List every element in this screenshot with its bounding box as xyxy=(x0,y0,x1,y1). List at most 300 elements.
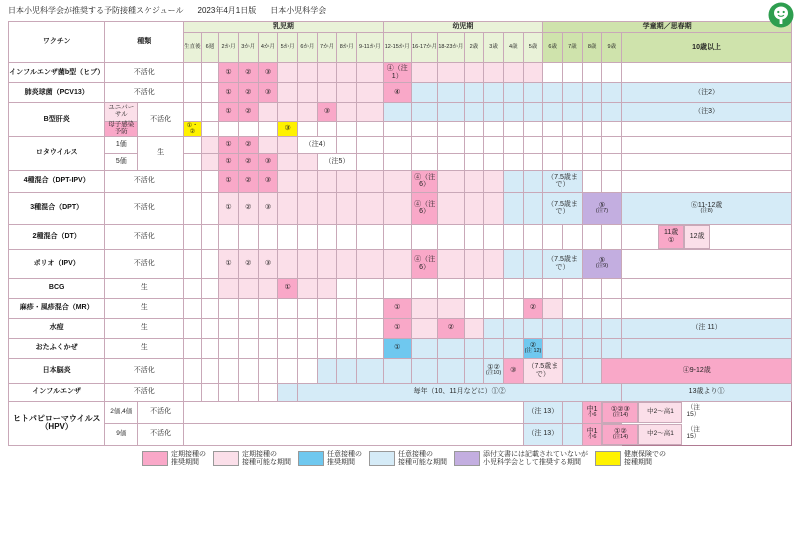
tick-2y: 2歳 xyxy=(464,33,484,63)
cell-rota5-18to23m xyxy=(438,153,464,170)
vaccine-name-hib: インフルエンザ菌b型（ヒブ） xyxy=(9,63,105,83)
cell-flu-3m xyxy=(238,383,258,401)
vaccine-name-hpv: ヒトパピローマウイルス（HPV） xyxy=(9,401,105,445)
cell-bcg-6m xyxy=(298,278,318,298)
cell-hib-5m xyxy=(278,63,298,83)
cell-hepbu-10plus: （注3） xyxy=(622,103,792,122)
cell-bcg-7y xyxy=(563,278,583,298)
cell-rota1-2y xyxy=(464,136,484,153)
hpv24-doses: ①②③ xyxy=(611,405,630,413)
cell-var-10plus: （注 11） xyxy=(622,318,792,338)
cell-flu-2m xyxy=(219,383,239,401)
cell-dt-16to17m xyxy=(411,224,437,249)
cell-mr-2m xyxy=(219,298,239,318)
legend-line2: 小児科学会として推奨する期間 xyxy=(483,458,581,466)
hpv9-grade-range: 中2～高1 xyxy=(638,424,682,445)
vaccine-name-varicella: 水痘 xyxy=(9,318,105,338)
cell-rota1-10plus xyxy=(622,136,792,153)
vaccine-kind-mr: 生 xyxy=(105,298,184,318)
cell-dt-6y xyxy=(543,224,563,249)
cell-rota1-5m xyxy=(278,136,298,153)
cell-var-8y xyxy=(582,318,602,338)
vaccine-name-pcv13: 肺炎球菌（PCV13） xyxy=(9,83,105,103)
cell-rota5-4y xyxy=(503,153,523,170)
vaccine-name-rotavirus: ロタウイルス xyxy=(9,136,105,170)
cell-rota5-3y xyxy=(484,153,504,170)
cell-dptipv-10plus xyxy=(622,170,792,192)
cell-rota5-5y xyxy=(523,153,543,170)
legend-line2: 接種可能な期間 xyxy=(398,458,447,466)
cell-dptipv-3y xyxy=(484,170,504,192)
cell-dt-8y xyxy=(582,224,602,249)
cell-hepbm-4m xyxy=(258,122,278,137)
cell-rota5-5m xyxy=(278,153,298,170)
tick-7m: 7か月 xyxy=(317,33,337,63)
cell-mumps-6y xyxy=(543,338,563,358)
vaccine-kind-rotavirus: 生 xyxy=(138,136,184,170)
cell-dt-18to23m xyxy=(438,224,464,249)
cell-rota5-4m: ③ xyxy=(258,153,278,170)
cell-bcg-16to17m xyxy=(411,278,437,298)
cell-je-8m xyxy=(337,358,357,383)
cell-dt-7m xyxy=(317,224,337,249)
cell-pcv13-8m xyxy=(337,83,357,103)
cell-rota1-3m: ② xyxy=(238,136,258,153)
cell-mumps-birth xyxy=(184,338,202,358)
hpv9-grade-mid1: 中1 xyxy=(586,427,598,435)
cell-hepbm-7m xyxy=(317,122,337,137)
legend-item-routine-possible xyxy=(213,451,291,467)
cell-dpt-birth xyxy=(184,192,202,224)
cell-var-3m xyxy=(238,318,258,338)
cell-flu-6w xyxy=(201,383,219,401)
cell-dt-12to15m xyxy=(383,224,411,249)
cell-rota5-birth xyxy=(184,153,202,170)
cell-bcg-6w xyxy=(201,278,219,298)
cell-hpv24-note13: （注 13） xyxy=(523,401,562,423)
cell-je-birth xyxy=(184,358,202,383)
table-row-varicella xyxy=(9,318,792,338)
vaccine-name-ipv: ポリオ（IPV） xyxy=(9,249,105,278)
legend-item-optional-recommended xyxy=(298,451,362,467)
table-row-bcg xyxy=(9,278,792,298)
cell-pcv13-3m: ② xyxy=(238,83,258,103)
cell-hepbm-6y xyxy=(543,122,563,137)
cell-hepbm-16to17m xyxy=(411,122,437,137)
cell-pcv13-6y xyxy=(543,83,563,103)
cell-mr-9to11m xyxy=(357,298,383,318)
cell-mr-12to15m: ① xyxy=(383,298,411,318)
cell-var-2y xyxy=(464,318,484,338)
cell-hepbu-2m: ① xyxy=(219,103,239,122)
cell-rota5-2y xyxy=(464,153,484,170)
cell-ipv-limit: （7.5歳まで） xyxy=(543,249,582,278)
dt-dose1-label: ① xyxy=(668,236,675,244)
hpv9-note15: （注15） xyxy=(682,424,700,445)
tick-5y: 5歳 xyxy=(523,33,543,63)
cell-mr-6m xyxy=(298,298,318,318)
cell-mr-5y: ② xyxy=(523,298,543,318)
cell-dptipv-16to17m: ④（注6） xyxy=(411,170,437,192)
col-header-kind: 種類 xyxy=(105,22,184,63)
cell-ipv-birth xyxy=(184,249,202,278)
cell-rota1-4m xyxy=(258,136,278,153)
cell-rota5-note: （注5） xyxy=(317,153,356,170)
cell-rota1-9y xyxy=(602,136,622,153)
tick-8y: 8歳 xyxy=(582,33,602,63)
cell-hepbm-6w xyxy=(201,122,219,137)
cell-mr-8y xyxy=(582,298,602,318)
cell-hib-9to11m xyxy=(357,63,383,83)
cell-pcv13-9y xyxy=(602,83,622,103)
cell-ipv-4m: ③ xyxy=(258,249,278,278)
cell-pcv13-8y xyxy=(582,83,602,103)
cell-bcg-2m xyxy=(219,278,239,298)
cell-je-2y xyxy=(464,358,484,383)
cell-dpt-9to11m xyxy=(357,192,383,224)
vaccine-subtype-hpv-9: 9価 xyxy=(105,423,138,445)
cell-bcg-5m: ① xyxy=(278,278,298,298)
period-header-school: 学童期／思春期 xyxy=(543,22,792,33)
cell-rota5-2m: ① xyxy=(219,153,239,170)
legend-item-optional-possible xyxy=(369,451,447,467)
cell-hib-6m xyxy=(298,63,318,83)
tick-4m: 4か月 xyxy=(258,33,278,63)
cell-rota5-16to17m xyxy=(411,153,437,170)
cell-mr-18to23m xyxy=(438,298,464,318)
cell-bcg-18to23m xyxy=(438,278,464,298)
cell-mumps-5m xyxy=(278,338,298,358)
cell-dpt-3y xyxy=(484,192,504,224)
cell-flu-birth xyxy=(184,383,202,401)
cell-dpt-2y xyxy=(464,192,484,224)
legend-line2: 推奨期間 xyxy=(327,458,355,466)
vaccine-kind-pcv13: 不活化 xyxy=(105,83,184,103)
cell-je-4y: ③ xyxy=(503,358,523,383)
cell-hib-3y xyxy=(484,63,504,83)
period-header-infancy: 乳児期 xyxy=(184,22,383,33)
cell-ipv-6w xyxy=(201,249,219,278)
vaccine-kind-hib: 不活化 xyxy=(105,63,184,83)
cell-mumps-7m xyxy=(317,338,337,358)
cell-var-9y xyxy=(602,318,622,338)
cell-hepbu-9to11m xyxy=(357,103,383,122)
cell-rota1-3y xyxy=(484,136,504,153)
cell-mumps-6m xyxy=(298,338,318,358)
cell-dt-6w xyxy=(201,224,219,249)
cell-hpv9-10plus xyxy=(602,423,701,445)
cell-rota1-4y xyxy=(503,136,523,153)
cell-dpt-2m: ① xyxy=(219,192,239,224)
cell-mr-birth xyxy=(184,298,202,318)
cell-bcg-4m xyxy=(258,278,278,298)
cell-hepbu-2y xyxy=(464,103,484,122)
table-row-hepb-mtct xyxy=(9,122,792,137)
tick-9y: 9歳 xyxy=(602,33,622,63)
tree-mascot-icon xyxy=(768,2,794,28)
cell-hpv24-empty xyxy=(184,401,523,423)
cell-hib-5y xyxy=(523,63,543,83)
cell-dptipv-limit: （7.5歳まで） xyxy=(543,170,582,192)
legend-label-routine-recommended xyxy=(171,451,206,467)
cell-hepbu-4m xyxy=(258,103,278,122)
cell-mumps-8m xyxy=(337,338,357,358)
cell-je-6w xyxy=(201,358,219,383)
cell-dptipv-5y xyxy=(523,170,543,192)
period-header-toddler: 幼児期 xyxy=(383,22,543,33)
cell-dptipv-7m xyxy=(317,170,337,192)
legend-swatch-optional-possible xyxy=(369,451,395,466)
cell-dt-6m xyxy=(298,224,318,249)
vaccine-kind-hpv-24: 不活化 xyxy=(138,401,184,423)
cell-rota5-6m xyxy=(298,153,318,170)
page-title: 日本小児科学会が推奨する予防接種スケジュール xyxy=(8,6,184,15)
cell-hepbu-7m: ③ xyxy=(317,103,337,122)
cell-dt-4y xyxy=(503,224,523,249)
cell-rota5-10plus xyxy=(622,153,792,170)
cell-hib-12to15m: ④（注1） xyxy=(383,63,411,83)
cell-var-6w xyxy=(201,318,219,338)
cell-rota5-7y xyxy=(563,153,583,170)
je-dose2-label: ② xyxy=(493,364,500,372)
cell-hib-3m: ② xyxy=(238,63,258,83)
cell-pcv13-5m xyxy=(278,83,298,103)
vaccine-name-je: 日本脳炎 xyxy=(9,358,105,383)
cell-rota1-2m: ① xyxy=(219,136,239,153)
cell-flu-yearly: 毎年（10、11月などに）①② xyxy=(298,383,622,401)
cell-ipv-4y xyxy=(503,249,523,278)
cell-dt-2y xyxy=(464,224,484,249)
cell-bcg-3m xyxy=(238,278,258,298)
version-date: 2023年4月1日版 xyxy=(197,6,257,15)
tick-4y: 4歳 xyxy=(503,33,523,63)
cell-pcv13-2m: ① xyxy=(219,83,239,103)
cell-var-6y xyxy=(543,318,563,338)
cell-dpt-10plus xyxy=(622,192,792,224)
cell-dpt-3m: ② xyxy=(238,192,258,224)
organization-name: 日本小児科学会 xyxy=(270,6,327,15)
legend-line1: 任意接種の xyxy=(327,450,362,458)
table-row-japanese-encephalitis xyxy=(9,358,792,383)
cell-dt-10plus xyxy=(622,224,792,249)
cell-je-3y xyxy=(484,358,504,383)
vaccine-kind-ipv: 不活化 xyxy=(105,249,184,278)
cell-mumps-7y xyxy=(563,338,583,358)
je-dose12-label: ① xyxy=(487,364,494,372)
cell-je-dose4: ④9-12歳 xyxy=(602,358,792,383)
legend-label-optional-recommended xyxy=(327,451,362,467)
cell-ipv-dose5 xyxy=(582,249,621,278)
vaccine-subtype-hpv-24: 2価,4価 xyxy=(105,401,138,423)
cell-hib-9y xyxy=(602,63,622,83)
cell-ipv-18to23m xyxy=(438,249,464,278)
cell-flu-5m xyxy=(278,383,298,401)
vaccine-kind-je: 不活化 xyxy=(105,358,184,383)
dpt-dose6-label: ⑥11-12歳 xyxy=(690,201,723,209)
hpv9-note14: (注14) xyxy=(612,433,629,440)
cell-pcv13-2y xyxy=(464,83,484,103)
cell-dpt-12to15m xyxy=(383,192,411,224)
cell-dpt-5m xyxy=(278,192,298,224)
cell-ipv-5y xyxy=(523,249,543,278)
legend-swatch-society-recommended xyxy=(454,451,480,466)
cell-rota1-12to15m xyxy=(383,136,411,153)
legend xyxy=(0,451,800,467)
table-row-rota-1 xyxy=(9,136,792,153)
cell-dpt-dose5 xyxy=(582,192,621,224)
cell-bcg-5y xyxy=(523,278,543,298)
cell-mumps-2y xyxy=(464,338,484,358)
cell-dt-7y xyxy=(563,224,583,249)
legend-label-routine-possible xyxy=(242,451,291,467)
table-row-dpt-ipv xyxy=(9,170,792,192)
vaccine-name-influenza: インフルエンザ xyxy=(9,383,105,401)
legend-swatch-optional-recommended xyxy=(298,451,324,466)
cell-ipv-2m: ① xyxy=(219,249,239,278)
cell-pcv13-12to15m: ④ xyxy=(383,83,411,103)
cell-dptipv-8m xyxy=(337,170,357,192)
cell-pcv13-4y xyxy=(503,83,523,103)
cell-bcg-birth xyxy=(184,278,202,298)
cell-hib-8y xyxy=(582,63,602,83)
cell-je-6m xyxy=(298,358,318,383)
cell-var-3y xyxy=(484,318,504,338)
vaccine-name-dpt: 3種混合（DPT） xyxy=(9,192,105,224)
cell-dptipv-12to15m xyxy=(383,170,411,192)
vaccine-name-hepb: B型肝炎 xyxy=(9,103,105,137)
table-row-hepb-universal xyxy=(9,103,792,122)
legend-line1: 定期接種の xyxy=(242,450,277,458)
cell-dptipv-5m xyxy=(278,170,298,192)
cell-var-7y xyxy=(563,318,583,338)
cell-ipv-3m: ② xyxy=(238,249,258,278)
cell-hib-4m: ③ xyxy=(258,63,278,83)
cell-rota1-8m xyxy=(337,136,357,153)
table-row-dt xyxy=(9,224,792,249)
vaccine-kind-mumps: 生 xyxy=(105,338,184,358)
legend-label-optional-possible xyxy=(398,451,447,467)
tick-3m: 3か月 xyxy=(238,33,258,63)
cell-pcv13-birth xyxy=(184,83,202,103)
cell-dptipv-9y xyxy=(602,170,622,192)
cell-var-5y xyxy=(523,318,543,338)
vaccine-name-mumps: おたふくかぜ xyxy=(9,338,105,358)
ipv-dose5-note: (注9) xyxy=(595,263,609,270)
cell-hepbu-4y xyxy=(503,103,523,122)
legend-label-society-recommended xyxy=(483,451,588,467)
cell-je-16to17m xyxy=(411,358,437,383)
cell-pcv13-6w xyxy=(201,83,219,103)
cell-hepbm-2y xyxy=(464,122,484,137)
legend-swatch-routine-recommended xyxy=(142,451,168,466)
table-row-hpv-9 xyxy=(9,423,792,445)
tick-7y: 7歳 xyxy=(563,33,583,63)
cell-mr-9y xyxy=(602,298,622,318)
cell-mumps-16to17m xyxy=(411,338,437,358)
legend-item-insurance xyxy=(595,451,666,467)
table-row-hib xyxy=(9,63,792,83)
cell-rota1-6y xyxy=(543,136,563,153)
tick-5m: 5か月 xyxy=(278,33,298,63)
cell-ipv-6m xyxy=(298,249,318,278)
vaccine-name-bcg: BCG xyxy=(9,278,105,298)
cell-mumps-9y xyxy=(602,338,622,358)
cell-ipv-8m xyxy=(337,249,357,278)
cell-hepbu-16to17m xyxy=(411,103,437,122)
schedule-table xyxy=(8,21,792,446)
cell-ipv-16to17m: ④（注6） xyxy=(411,249,437,278)
cell-var-5m xyxy=(278,318,298,338)
cell-hepbm-8m xyxy=(337,122,357,137)
cell-mr-10plus xyxy=(622,298,792,318)
cell-pcv13-7m xyxy=(317,83,337,103)
legend-line2: 接種可能な期間 xyxy=(242,458,291,466)
cell-dt-5y xyxy=(523,224,543,249)
table-row-hpv-24 xyxy=(9,401,792,423)
hpv9-doses: ①② xyxy=(614,427,627,435)
cell-hepbm-10plus xyxy=(622,122,792,137)
cell-dpt-4m: ③ xyxy=(258,192,278,224)
cell-ipv-9to11m xyxy=(357,249,383,278)
cell-var-6m xyxy=(298,318,318,338)
hpv24-grade-mid1: 中1 xyxy=(586,405,598,413)
cell-rota1-16to17m xyxy=(411,136,437,153)
vaccine-kind-varicella: 生 xyxy=(105,318,184,338)
cell-hepbm-3m xyxy=(238,122,258,137)
cell-var-18to23m: ② xyxy=(438,318,464,338)
legend-line1: 添付文書には記載されていないが xyxy=(483,450,588,458)
tick-6m: 6か月 xyxy=(298,33,318,63)
cell-dpt-16to17m: ④（注6） xyxy=(411,192,437,224)
tick-birth: 生直後 xyxy=(184,33,202,63)
cell-dt-birth xyxy=(184,224,202,249)
hpv24-note15: （注15） xyxy=(682,402,700,423)
cell-var-4y xyxy=(503,318,523,338)
cell-hpv24-10plus xyxy=(602,401,701,423)
cell-hepbm-12to15m xyxy=(383,122,411,137)
cell-rota5-3m: ② xyxy=(238,153,258,170)
col-header-vaccine: ワクチン xyxy=(9,22,105,63)
cell-pcv13-10plus: （注2） xyxy=(622,83,792,103)
hpv24-grade-range: 中2～高1 xyxy=(638,402,682,423)
vaccine-subtype-hepb-universal: ユニバーサル xyxy=(105,103,138,122)
vaccine-kind-dt: 不活化 xyxy=(105,224,184,249)
vaccine-kind-influenza: 不活化 xyxy=(105,383,184,401)
hpv24-grade-el6: 小6 xyxy=(587,411,597,418)
cell-dptipv-9to11m xyxy=(357,170,383,192)
cell-hib-7m xyxy=(317,63,337,83)
cell-rota1-note: （注4） xyxy=(298,136,337,153)
tick-9to11m: 9-11か月 xyxy=(357,33,383,63)
cell-hepbu-9y xyxy=(602,103,622,122)
cell-mr-8m xyxy=(337,298,357,318)
cell-var-birth xyxy=(184,318,202,338)
cell-hepbm-8y xyxy=(582,122,602,137)
legend-line2: 接種期間 xyxy=(624,458,652,466)
cell-hepbu-7y xyxy=(563,103,583,122)
vaccine-kind-hpv-9: 不活化 xyxy=(138,423,184,445)
cell-dptipv-2y xyxy=(464,170,484,192)
cell-rota5-8y xyxy=(582,153,602,170)
hpv9-grade-el6: 小6 xyxy=(587,433,597,440)
cell-bcg-9to11m xyxy=(357,278,383,298)
cell-bcg-6y xyxy=(543,278,563,298)
cell-bcg-8y xyxy=(582,278,602,298)
cell-hepbm-9y xyxy=(602,122,622,137)
mumps-dose2-note: (注 12) xyxy=(524,347,542,354)
cell-mumps-18to23m xyxy=(438,338,464,358)
legend-swatch-routine-possible xyxy=(213,451,239,466)
